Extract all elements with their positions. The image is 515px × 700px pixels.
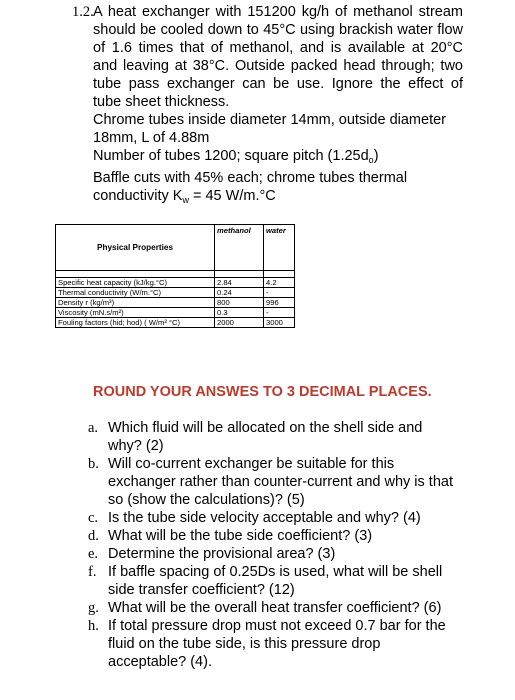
- table-row: [56, 318, 295, 328]
- water-value: 3000: [264, 318, 295, 328]
- water-value: -: [264, 308, 295, 318]
- question-text: If total pressure drop must not exceed 0.7 bar for the fluid on the tube side, is this pressure drop acceptable? (4).: [108, 618, 446, 670]
- question-text: If baffle spacing of 0.25Ds is used, what will be shell side transfer coefficient? (12): [108, 564, 443, 598]
- question-text: What will be the overall heat transfer coefficient? (6): [108, 600, 442, 616]
- baffle-line: [93, 169, 463, 209]
- question-letter: c.: [88, 510, 99, 526]
- question-item: [88, 545, 458, 563]
- question-letter: g.: [88, 600, 99, 616]
- physical-properties-table: [55, 224, 295, 328]
- tube-count-line: [93, 147, 463, 169]
- water-value: 4.2: [264, 278, 295, 288]
- column-header-water: water: [264, 225, 295, 271]
- table-row: [56, 308, 295, 318]
- question-item: [88, 419, 458, 455]
- methanol-value: 2.84: [215, 278, 264, 288]
- question-text: What will be the tube side coefficient? (3): [108, 528, 373, 544]
- table-row: [56, 298, 295, 308]
- table-row: [56, 278, 295, 288]
- row-label: Density r (kg/m³): [56, 298, 215, 308]
- question-item: [88, 599, 458, 617]
- question-letter: e.: [88, 546, 99, 562]
- question-text: Determine the provisional area? (3): [108, 546, 336, 562]
- row-label: Viscosity (mN.s/m²): [56, 308, 215, 318]
- row-label: Fouling factors (hid; hod) ( W/m² °C): [56, 318, 215, 328]
- table-row: [56, 288, 295, 298]
- methanol-value: 0.3: [215, 308, 264, 318]
- question-letter: h.: [88, 618, 99, 634]
- problem-number: 1.2.: [72, 4, 94, 20]
- tube-count-subscript: o: [368, 155, 374, 165]
- column-header-methanol: methanol: [215, 225, 264, 271]
- tube-count-close: ): [373, 148, 379, 164]
- row-label: Specific heat capacity (kJ/kg.°C): [56, 278, 215, 288]
- problem-text-block: [93, 3, 463, 209]
- baffle-text: Baffle cuts with 45% each; chrome tubes thermal conductivity K: [93, 170, 408, 204]
- question-letter: b.: [88, 456, 99, 472]
- water-value: 996: [264, 298, 295, 308]
- rounding-instruction: ROUND YOUR ANSWES TO 3 DECIMAL PLACES.: [93, 384, 432, 400]
- question-letter: f.: [88, 564, 97, 580]
- water-value: -: [264, 288, 295, 298]
- question-list: [88, 419, 458, 671]
- question-item: [88, 617, 458, 671]
- table-spacer-row: [56, 271, 295, 278]
- methanol-value: 2000: [215, 318, 264, 328]
- question-item: [88, 455, 458, 509]
- question-item: [88, 563, 458, 599]
- table-header-row: [56, 225, 295, 271]
- question-letter: d.: [88, 528, 99, 544]
- methanol-value: 800: [215, 298, 264, 308]
- methanol-value: 0.24: [215, 288, 264, 298]
- question-item: [88, 527, 458, 545]
- row-label: Thermal conductivity (W/m.°C): [56, 288, 215, 298]
- tube-dimensions-line: Chrome tubes inside diameter 14mm, outside diameter 18mm, L of 4.88m: [93, 112, 446, 146]
- question-text: Will co-current exchanger be suitable for this exchanger rather than counter-current and why is that so (show the calculations)? (5): [108, 456, 453, 508]
- question-text: Which fluid will be allocated on the shell side and why? (2): [108, 420, 423, 454]
- tube-count-text: Number of tubes 1200; square pitch (1.25d: [93, 148, 369, 164]
- table-header-label: Physical Properties: [56, 225, 215, 271]
- problem-statement: A heat exchanger with 151200 kg/h of methanol stream should be cooled down to 45°C using brackish water flow of 1.6 times that of methanol, and is available at 20°C and leaving at 38°C. Outside packed head through; two tube pass exchanger can be use. Ignore the effect of tube sheet thickness.: [93, 4, 463, 110]
- question-text: Is the tube side velocity acceptable and why? (4): [108, 510, 421, 526]
- question-item: [88, 509, 458, 527]
- question-letter: a.: [88, 420, 99, 436]
- baffle-subscript: w: [182, 195, 189, 205]
- baffle-value: = 45 W/m.°C: [188, 188, 276, 204]
